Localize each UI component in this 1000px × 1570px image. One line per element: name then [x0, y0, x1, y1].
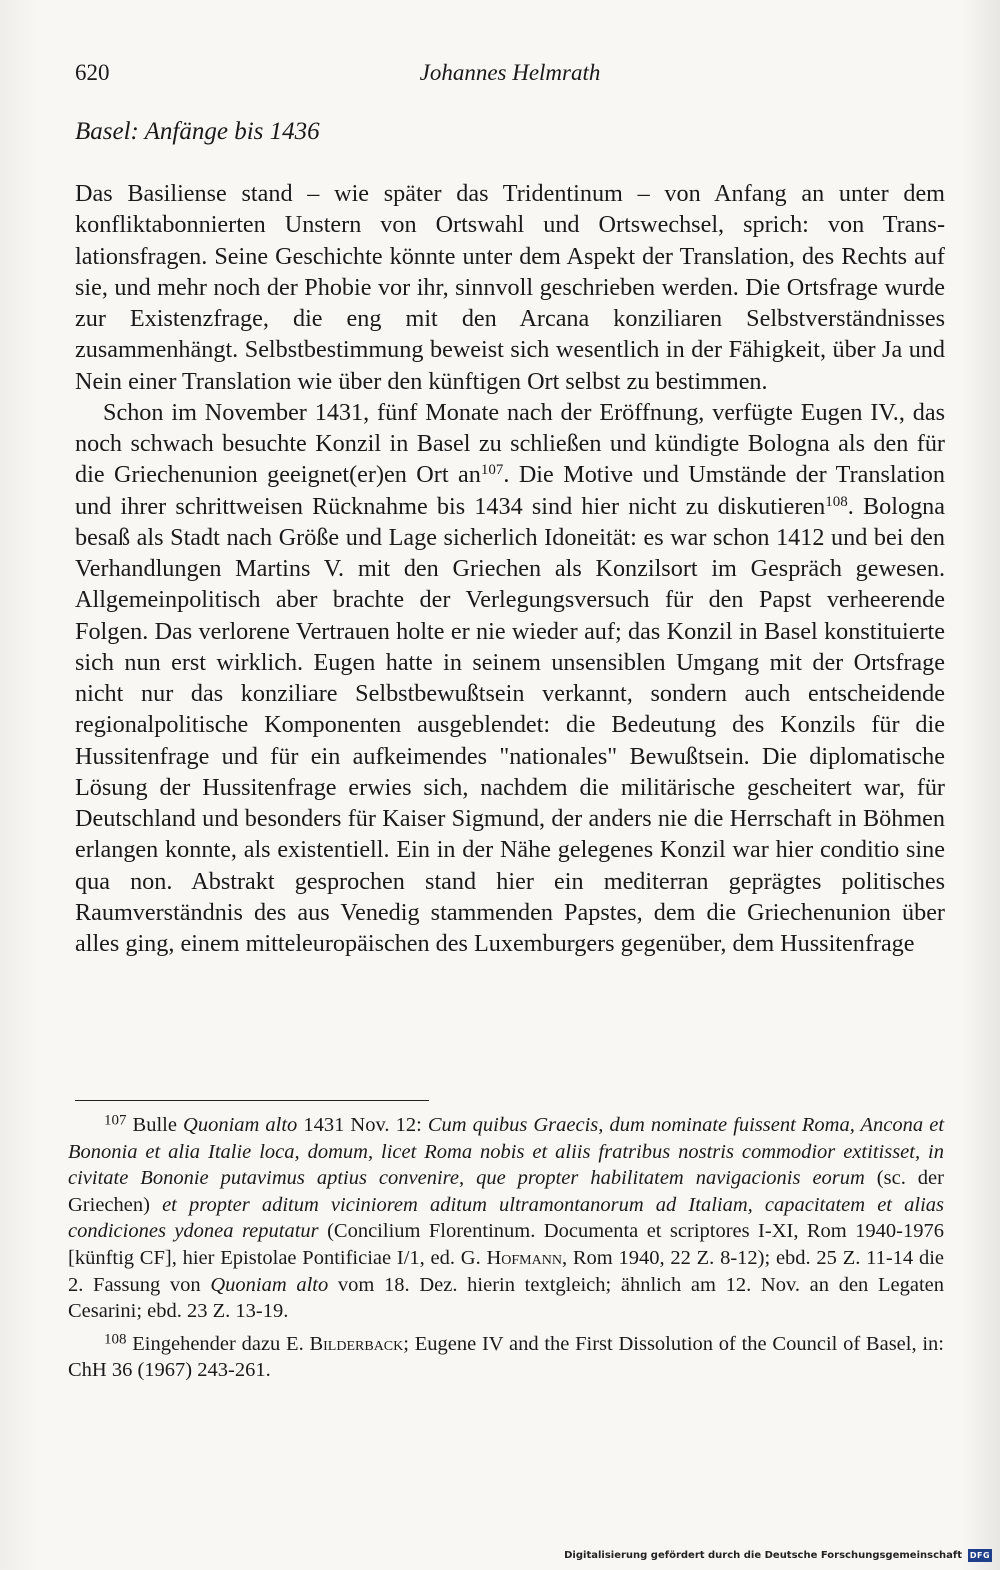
digitization-credit: Digitalisierung gefördert durch die Deutsche Forschungsgemeinschaft	[564, 1550, 962, 1561]
paragraph-1: Das Basiliense stand – wie später das Tridentinum – von Anfang an unter dem konfliktabonnierten Unstern von Ortswahl und Ortswechsel, sprich: von Translationsfragen. Seine Geschichte könnte unter dem Aspekt der Translation, des Rechts auf sie, und mehr noch der Phobie vor ihr, sinnvoll geschrieben werden. Die Ortsfrage wurde zur Existenzfrage, die eng mit den Arcana konziliaren Selbstverständnisses zusammenhängt. Selbstbestimmung beweist sich wesentlich in der Fähigkeit, über Ja und Nein einer Translation wie über den künftigen Ort selbst zu bestimmen.	[75, 180, 945, 395]
footnote-italic: Quoniam alto	[183, 1114, 298, 1136]
footnote-text: , Rom 1940, 22 Z. 8-12); ebd. 25 Z. 11-14 die 2. Fassung von	[68, 1246, 944, 1296]
footnote-text: vom 18. Dez. hierin textgleich; ähnlich am 12. Nov. an den Legaten Cesarini; ebd. 23 Z. 13-19.	[68, 1273, 944, 1323]
footnote-text: ; Eugene IV and the First Dissolution of the Council of Basel, in: ChH 36 (1967) 243-261.	[68, 1332, 944, 1382]
footnote-author-name: Bilderback	[309, 1332, 404, 1355]
paragraph-2-part-b: . Die Motive und Umstände der Translation und ihrer schrittweisen Rücknahme bis 1434 sind hier nicht zu diskutieren	[75, 461, 945, 520]
footnote-107	[68, 1112, 944, 1325]
footnote-italic: Cum quibus Graecis, dum nominate fuissent Roma, Ancona et Bononia et alia Italie loca, domum, licet Roma nobis et aliis fratribus nostris commodior extitisset, in civitate Bononie putavimus aptius convenire, que propter habilitatem navigacionis eorum	[68, 1114, 945, 1190]
dfg-logo-icon: DFG	[969, 1551, 991, 1560]
body-text	[75, 178, 945, 959]
footnote-italic: Quoniam alto	[210, 1273, 329, 1296]
footnote-text: 1431 Nov. 12:	[297, 1114, 428, 1136]
running-head: Johannes Helmrath	[419, 60, 601, 85]
page-number: 620	[75, 60, 110, 85]
footnotes	[68, 1112, 944, 1390]
footnote-ref-108[interactable]: 108	[825, 493, 848, 510]
footnote-text: (Concilium Florentinum. Documenta et scriptores I-XI, Rom 1940-1976 [künftig CF], hier Epistolae Pontificiae I/1, ed. G.	[68, 1220, 944, 1269]
paragraph-2-part-a: Schon im November 1431, fünf Monate nach der Eröffnung, verfügte Eugen IV., das noch schwach besuchte Konzil in Basel zu schließen und kündigte Bologna als den für die Griechenunion geeignet(er)en Ort an	[75, 398, 945, 489]
section-title: Basel: Anfänge bis 1436	[75, 118, 320, 145]
footnote-divider	[75, 1100, 429, 1101]
footnote-ref-107[interactable]: 107	[480, 462, 504, 478]
paragraph-2	[75, 397, 945, 960]
footnote-number: 108	[104, 1331, 127, 1347]
footnote-number: 107	[104, 1112, 127, 1129]
footnote-text: Eingehender dazu E.	[126, 1332, 310, 1355]
footnote-author-name: Hofmann	[486, 1246, 562, 1269]
page-header	[75, 60, 945, 94]
paragraph-2-part-c: . Bologna besaß als Stadt nach Größe und Lage sicherlich Idoneität: es war schon 1412 und bei den Verhandlungen Martins V. mit den Griechen als Konzilsort im Gespräch gewesen. Allgemeinpolitisch aber brachte der Verlegungsversuch für den Papst verheerende Folgen. Das verlorene Vertrauen holte er nie wieder auf; das Konzil in Basel konstituierte sich nun erst wirklich. Eugen hatte in seinem unsensiblen Umgang mit der Ortsfrage nicht nur das konziliare Selbstbewußtsein verkannt, sondern auch entscheidende regionalpolitische Komponenten ausgeblendet: die Bedeutung des Konzils für die Hussitenfrage und für ein aufkeimendes "nationales" Bewußtsein. Die diplomatische Lösung der Hussitenfrage erwies sich, nachdem die militärische gescheitert war, für Deutschland und besonders für Kaiser Sigmund, der anders nie die Herrschaft in Böhmen erlangen konnte, als existentiell. Ein in der Nähe gelegenes Konzil war hier conditio sine qua non. Abstrakt gesprochen stand hier ein mediterran geprägtes politisches Raumverständnis des aus Venedig stammenden Papstes, dem die Griechenunion über alles ging, einem mitteleuropäischen des Luxemburgers gegenüber, dem Hussitenfrage	[75, 492, 945, 957]
footnote-108	[68, 1331, 944, 1384]
footnote-text: Bulle	[126, 1114, 184, 1136]
footnote-text: (sc. der Griechen)	[68, 1167, 944, 1216]
footnote-italic: et propter aditum viciniorem aditum ultramontanorum ad Italiam, capacitatem et alias condiciones ydonea reputatur	[68, 1193, 944, 1243]
